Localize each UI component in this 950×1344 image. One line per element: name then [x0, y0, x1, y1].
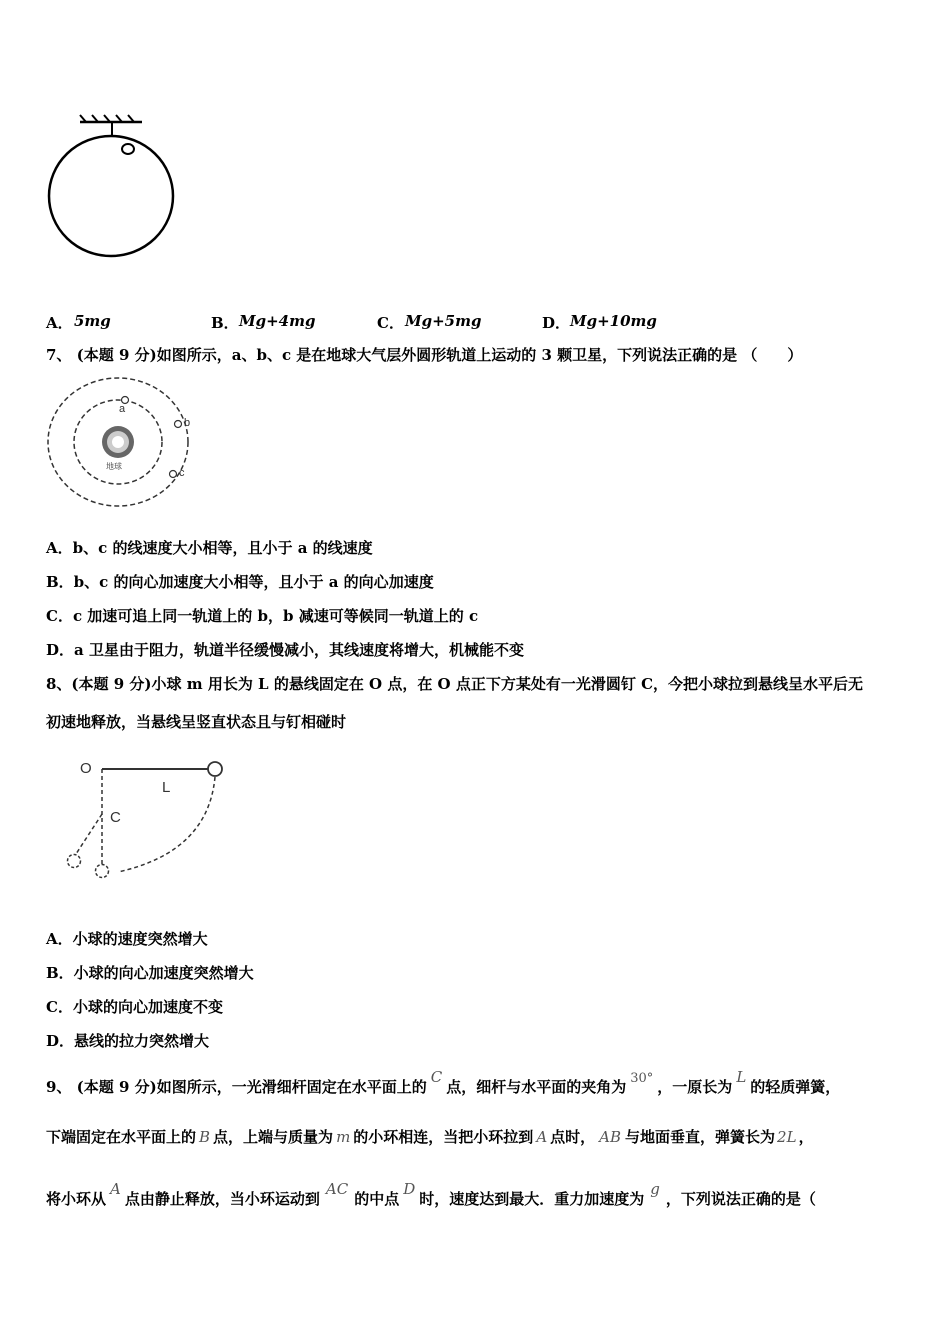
pendulum-peg-figure [58, 752, 258, 888]
q6-option-d-letter: D． [542, 314, 571, 332]
sat-b-label: b [184, 417, 191, 429]
q9-math-30deg: 30° [630, 1071, 654, 1086]
hanging-ring-figure [44, 112, 184, 272]
q9-l2-text-c: 的小环相连，当把小环拉到 [353, 1128, 534, 1146]
q6-option-d-text: Mg+10mg [570, 312, 657, 330]
q8-option-a: A．小球的速度突然增大 [46, 930, 208, 948]
q9-math-b: B [199, 1128, 211, 1146]
q9-l2-text-f: ， [798, 1128, 814, 1146]
sat-c-label: c [179, 467, 185, 479]
q9-math-a: A [536, 1128, 548, 1146]
q9-math-m: m [336, 1128, 351, 1146]
q9-stem-line3 [46, 1180, 816, 1209]
q9-l3-text-a: 将小环从 [46, 1190, 107, 1208]
q9-math-a2: A [110, 1180, 121, 1198]
q9-l1-text-d: 的轻质弹簧， [750, 1078, 841, 1096]
q6-option-a-text: 5mg [74, 312, 111, 330]
point-o-label: O [80, 760, 92, 777]
q8-stem-line1: 8、(本题 9 分)小球 m 用长为 L 的悬线固定在 O 点，在 O 点正下方某处有一光滑圆钉 C，今把小球拉到悬线呈水平后无 [46, 675, 864, 693]
q9-l3-text-e: ，下列说法正确的是（ [665, 1190, 816, 1208]
q9-l2-text-e: 与地面垂直，弹簧长为 [625, 1128, 776, 1146]
q9-math-2l: 2L [777, 1128, 797, 1146]
q9-l3-text-c: 的中点 [354, 1190, 400, 1208]
q9-math-ac: AC [325, 1180, 349, 1198]
q8-stem-line2: 初速地释放，当悬线呈竖直状态且与钉相碰时 [46, 713, 347, 731]
q9-math-g: g [650, 1180, 660, 1198]
q7-option-b: B．b、c 的向心加速度大小相等，且小于 a 的向心加速度 [46, 573, 434, 591]
q9-stem-line1 [46, 1068, 841, 1099]
sat-a-label: a [119, 403, 126, 415]
q9-l2-text-a: 下端固定在水平面上的 [46, 1128, 197, 1146]
q9-l1-text-b: 点，细杆与水平面的夹角为 [446, 1078, 627, 1096]
q6-option-c-letter: C． [377, 314, 404, 332]
q9-stem-line2 [46, 1127, 814, 1147]
q9-l3-text-b: 点由静止释放，当小环运动到 [124, 1190, 320, 1208]
peg-c-label: C [110, 809, 121, 826]
q9-math-c: C [430, 1068, 443, 1086]
q9-l2-text-d: 点时， [550, 1128, 596, 1146]
q6-option-b-letter: B． [211, 314, 239, 332]
q6-option-a-letter: A． [46, 314, 73, 332]
q7-option-a: A．b、c 的线速度大小相等，且小于 a 的线速度 [46, 539, 373, 557]
q8-option-c: C．小球的向心加速度不变 [46, 998, 223, 1016]
q6-option-c-text: Mg+5mg [405, 312, 482, 330]
q8-option-b: B．小球的向心加速度突然增大 [46, 964, 254, 982]
q9-l1-text-c: ，一原长为 [657, 1078, 733, 1096]
length-l-label: L [162, 779, 171, 796]
q8-option-d: D．悬线的拉力突然增大 [46, 1032, 210, 1050]
q7-option-d: D．a 卫星由于阻力，轨道半径缓慢减小，其线速度将增大，机械能不变 [46, 641, 524, 659]
q9-math-l: L [736, 1068, 747, 1086]
q9-math-ab: AB [599, 1128, 622, 1146]
q9-l3-text-d: 时，速度达到最大．重力加速度为 [419, 1190, 645, 1208]
q9-math-d: D [403, 1180, 416, 1198]
q6-option-b-text: Mg+4mg [239, 312, 316, 330]
q7-stem: 7、 (本题 9 分)如图所示，a、b、c 是在地球大气层外圆形轨道上运动的 3 颗卫星，下列说法正确的是 （ ） [46, 346, 803, 364]
q9-l2-text-b: 点，上端与质量为 [213, 1128, 334, 1146]
q9-l1-text-a: 9、 (本题 9 分)如图所示，一光滑细杆固定在水平面上的 [46, 1078, 427, 1096]
satellite-orbits-figure [44, 374, 204, 514]
earth-label: 地球 [106, 462, 122, 471]
q7-option-c: C．c 加速可追上同一轨道上的 b，b 减速可等候同一轨道上的 c [46, 607, 479, 625]
